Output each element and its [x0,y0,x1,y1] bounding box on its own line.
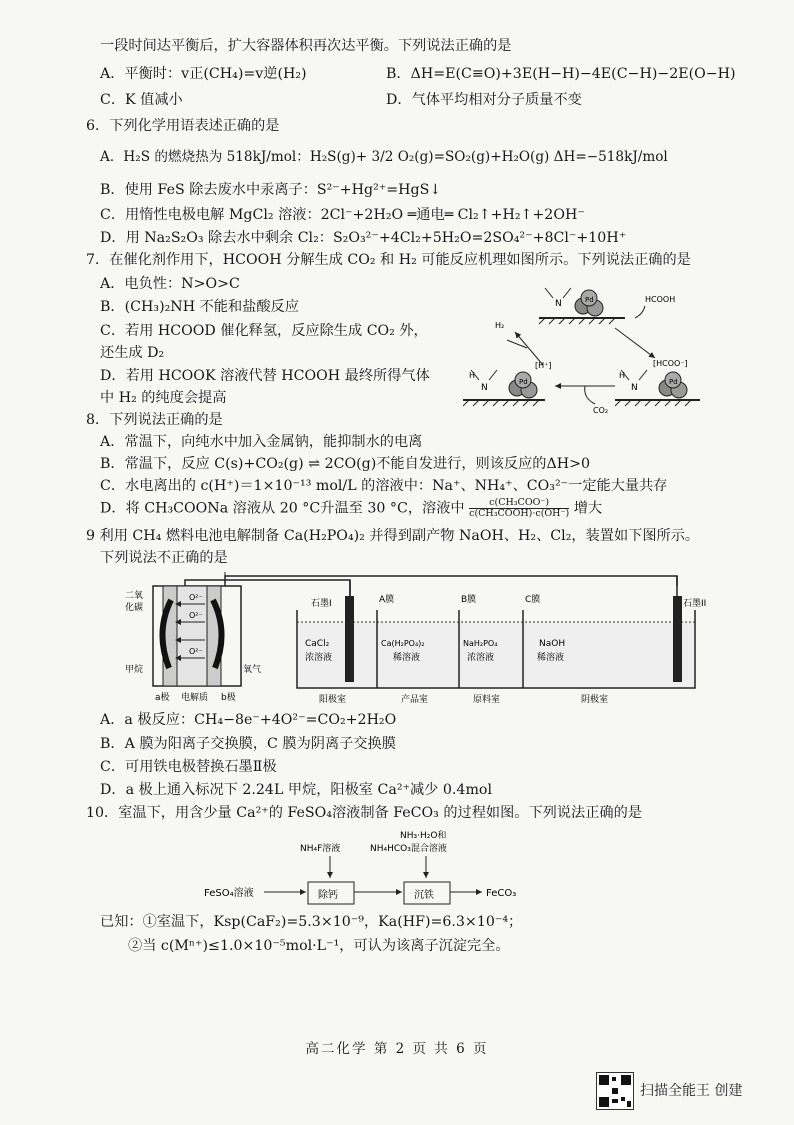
naoh-conc-label: 稀溶液 [537,653,565,663]
hcooh-label: HCOOH [645,295,676,304]
q9-stem-line2: 下列说法不正确的是 [100,550,228,566]
q10-stem: 10．室温下，用含少量 Ca²⁺的 FeSO₄溶液制备 FeCO₃ 的过程如图。下列说法正确的是 [86,805,642,821]
feso4-feed: FeSO₄溶液 [204,888,254,899]
q9-option-c: C．可用铁电极替换石墨Ⅱ极 [100,759,277,775]
co2-label: CO₂ [593,406,609,415]
q7-option-a: A．电负性：N>O>C [100,276,240,292]
decalcify-step: 除钙 [318,890,338,901]
product-solution-label: Ca(H₂PO₄)₂ [381,639,425,648]
q5-stem: 一段时间达平衡后，扩大容器体积再次达平衡。下列说法正确的是 [100,38,512,54]
q5-option-a: A．平衡时：v正(CH₄)=v逆(H₂) [100,66,307,82]
q10-flow-diagram [200,826,560,906]
cathode-room-label: 阴极室 [581,695,609,705]
nh4f-reagent: NH₄F溶液 [300,844,341,854]
q8-stem: 8．下列说法正确的是 [86,412,223,428]
precipitate-step: 沉铁 [414,890,434,901]
q7-option-d-line2: 中 H₂ 的纯度会提高 [100,390,227,406]
q6-option-c: C．用惰性电极电解 MgCl₂ 溶液：2Cl⁻+2H₂O ═通电═ Cl₂↑+H₂↑+2OH⁻ [100,207,585,223]
q5-option-b: B．ΔH=E(C≡O)+3E(H−H)−4E(C−H)−2E(O−H) [386,66,736,82]
fraction-denominator: c(CH₃COOH)·c(OH⁻) [469,508,570,519]
q8-option-d [100,498,602,519]
nah2po4-label: NaH₂PO₄ [463,639,498,648]
q8-option-d-fraction [469,498,569,519]
raw-room-label: 原料室 [473,695,501,705]
catalyst-bottom-right [615,370,700,406]
a-pole-label: a极 [155,693,170,703]
qr-code-icon [596,1072,634,1110]
q7-stem: 7．在催化剂作用下，HCOOH 分解生成 CO₂ 和 H₂ 可能反应机理如图所示。下列说法正确的是 [86,252,691,268]
hcoo-label: [HCOO⁻] [653,359,688,368]
fuel-cell [125,586,261,703]
q5-option-c: C．K 值减小 [100,92,183,108]
q10-known-1: 已知：①室温下，Ksp(CaF₂)=5.3×10⁻⁹，Ka(HF)=6.3×10⁻⁴； [100,914,523,930]
fraction-numerator: c(CH₃COO⁻) [469,498,569,509]
feco3-product: FeCO₃ [486,888,517,899]
oxygen-label: 氧气 [243,665,262,675]
q6-option-d: D．用 Na₂S₂O₃ 除去水中剩余 Cl₂：S₂O₃²⁻+4Cl₂+5H₂O=2SO₄²⁻+8Cl⁻+10H⁺ [100,230,627,246]
q9-option-b: B．A 膜为阳离子交换膜，C 膜为阴离子交换膜 [100,736,396,752]
hplus-label: [H⁺] [535,361,552,370]
q7-option-d-line1: D．若用 HCOOK 溶液代替 HCOOH 最终所得气体 [100,368,430,384]
q6-option-a: A．H₂S 的燃烧热为 518kJ/mol：H₂S(g)+ 3/2 O₂(g)=SO₂(g)+H₂O(g) ΔH=−518kJ/mol [100,149,668,165]
pd-label-top: Pd [585,296,594,304]
q7-option-b: B．(CH₃)₂NH 不能和盐酸反应 [100,299,299,315]
scanner-watermark: 扫描全能王 创建 [640,1083,743,1099]
n-atom-left: N [481,383,488,393]
co2-label-2: 化碳 [125,603,144,613]
catalyst-top [539,288,625,324]
q6-option-b: B．使用 FeS 除去废水中汞离子：S²⁻+Hg²⁺=HgS↓ [100,182,442,198]
naoh-label: NaOH [539,639,566,649]
q8-option-b: B．常温下，反应 C(s)+CO₂(g) ⇌ 2CO(g)不能自发进行，则该反应的ΔH>0 [100,456,591,472]
n-atom-right: N [631,383,638,393]
nah2po4-conc-label: 浓溶液 [467,653,495,663]
cacl2-label: CaCl₂ [305,639,330,649]
q9-option-d: D．a 极上通入标况下 2.24L 甲烷，阳极室 Ca²⁺减少 0.4mol [100,782,492,798]
co2-label-1: 二氧 [125,591,144,601]
pd-label-left: Pd [519,378,528,386]
b-pole-label: b极 [221,693,236,703]
mix-reagent-line1: NH₃·H₂O和 [400,831,447,841]
product-conc-label: 稀溶液 [393,653,421,663]
product-room-label: 产品室 [401,695,429,705]
q7-option-c-line2: 还生成 D₂ [100,345,165,361]
q5-option-d: D．气体平均相对分子质量不变 [386,92,582,108]
oxide-ion-label-2: O²⁻ [189,611,203,620]
q9-option-a: A．a 极反应：CH₄−8e⁻+4O²⁻=CO₂+2H₂O [100,712,397,728]
membrane-b-label: B膜 [461,595,477,605]
anode-room-label: 阳极室 [319,695,347,705]
q8-option-d-text: D．将 CH₃COONa 溶液从 20 °C升温至 30 °C，溶液中 [100,500,465,517]
methane-label: 甲烷 [125,665,144,675]
h-atom-right: H [619,371,626,380]
q6-stem: 6．下列化学用语表述正确的是 [86,118,280,134]
q8-option-c: C．水电离出的 c(H⁺)＝1×10⁻¹³ mol/L 的溶液中：Na⁺、NH₄⁺、CO₃²⁻一定能大量共存 [100,478,668,494]
catalyst-bottom-left [463,370,545,406]
q7-mechanism-diagram [455,270,710,420]
page-footer: 高二化学 第 2 页 共 6 页 [305,1041,489,1057]
electrolyte-label: 电解质 [181,693,209,703]
cacl2-conc-label: 浓溶液 [305,653,333,663]
oxide-ion-label-1: O²⁻ [189,593,203,602]
electrolysis-cell [297,593,706,705]
pd-label-right: Pd [669,378,678,386]
graphite-2-label: 石墨II [683,599,707,609]
membrane-c-label: C膜 [525,595,541,605]
q10-known-2: ②当 c(Mⁿ⁺)≤1.0×10⁻⁵mol·L⁻¹，可认为该离子沉淀完全。 [128,938,510,954]
q7-option-c-line1: C．若用 HCOOD 催化释氢，反应除生成 CO₂ 外， [100,323,428,339]
oxide-ion-label-3: O²⁻ [189,647,203,656]
h2-label: H₂ [495,321,505,330]
mix-reagent-line2: NH₄HCO₃混合溶液 [370,844,447,854]
h-atom-left: H [469,371,476,380]
n-atom-top: N [555,299,562,309]
membrane-a-label: A膜 [379,595,395,605]
q8-option-a: A．常温下，向纯水中加入金属钠，能抑制水的电离 [100,434,423,450]
q8-option-d-end: 增大 [573,500,603,517]
graphite-1-label: 石墨I [311,599,332,609]
q9-electrolysis-diagram [125,572,707,708]
q9-stem-line1: 9 利用 CH₄ 燃料电池电解制备 Ca(H₂PO₄)₂ 并得到副产物 NaOH、H₂、Cl₂，装置如下图所示。 [86,528,700,544]
